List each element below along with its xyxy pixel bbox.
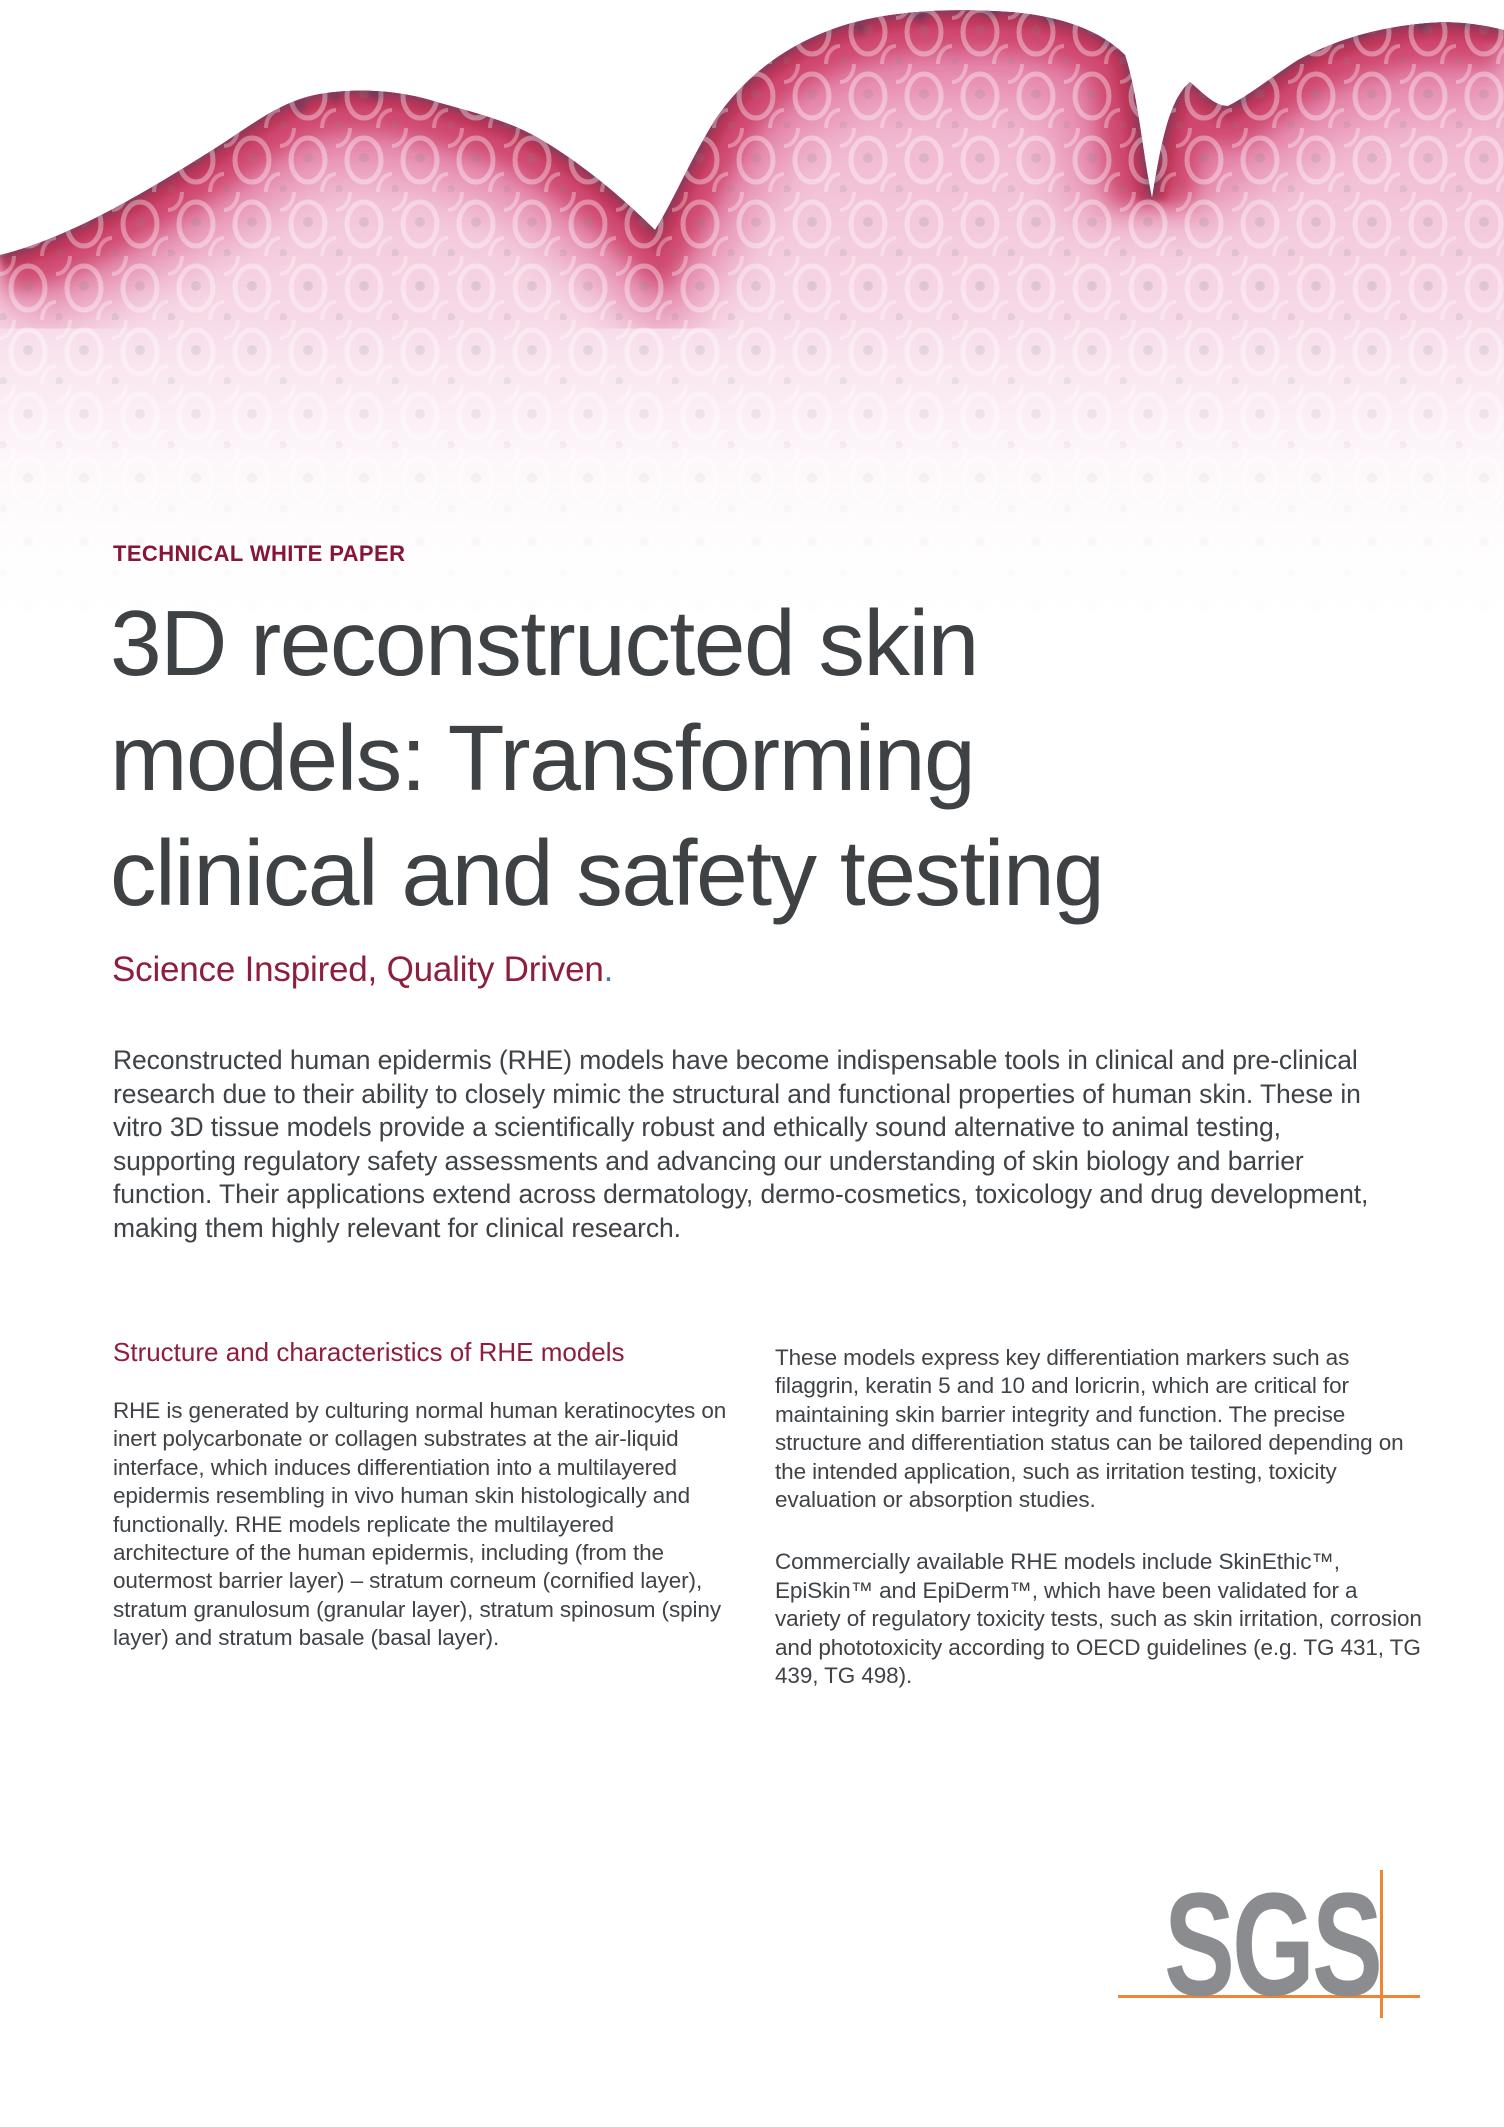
sgs-logo-graphic [1100,1858,1504,2028]
page-title-line-1: 3D reconstructed skin [110,591,978,695]
two-column-section [113,1326,1423,1690]
histology-micrograph-graphic [0,0,1504,680]
sgs-logo [1100,1858,1504,2028]
page-title [110,586,1440,931]
page-title-line-3: clinical and safety testing [110,821,1104,925]
sgs-logo-text: SGS [1164,1863,1380,2027]
tagline [112,950,613,990]
section-body-right-1: These models express key differentiation markers such as filaggrin, keratin 5 and 10 and loricrin, which are critical for maintaining skin barrier integrity and function. The precise structure and differentiation status can be tailored depending on the intended application, such as irritation testing, toxicity evaluation or absorption studies. [775,1345,1404,1513]
section-body-left: RHE is generated by culturing normal human keratinocytes on inert polycarbonate or collagen substrates at the air-liquid interface, which induces differentiation into a multilayered epidermis resembling in vivo human skin histologically and functionally. RHE models replicate the multilayered architecture of the human epidermis, including (from the outermost barrier layer) – stratum corneum (cornified layer), stratum granulosum (granular layer), stratum spinosum (spiny layer) and stratum basale (basal layer). [113,1398,727,1651]
intro-paragraph: Reconstructed human epidermis (RHE) models have become indispensable tools in clinical and pre-clinical research due to their ability to closely mimic the structural and functional properties of human skin. These in vitro 3D tissue models provide a scientifically robust and ethically sound alternative to animal testing, supporting regulatory safety assessments and advancing our understanding of skin biology and barrier function. Their applications extend across dermatology, dermo-cosmetics, toxicology and drug development, making them highly relevant for clinical research. [113,1045,1369,1243]
page-title-line-2: models: Transforming [110,706,975,810]
section-heading: Structure and characteristics of RHE models [113,1337,625,1367]
hero-histology-image [0,0,1504,680]
column-right [775,1326,1423,1690]
tagline-period: . [603,950,614,989]
doc-type-label: TECHNICAL WHITE PAPER [113,541,406,566]
column-left [113,1326,727,1653]
section-body-right-2: Commercially available RHE models include SkinEthic™, EpiSkin™ and EpiDerm™, which have been validated for a variety of regulatory toxicity tests, such as skin irritation, corrosion and phototoxicity according to OECD guidelines (e.g. TG 431, TG 439, TG 498). [775,1549,1422,1689]
tagline-text: Science Inspired, Quality Driven [112,950,604,989]
